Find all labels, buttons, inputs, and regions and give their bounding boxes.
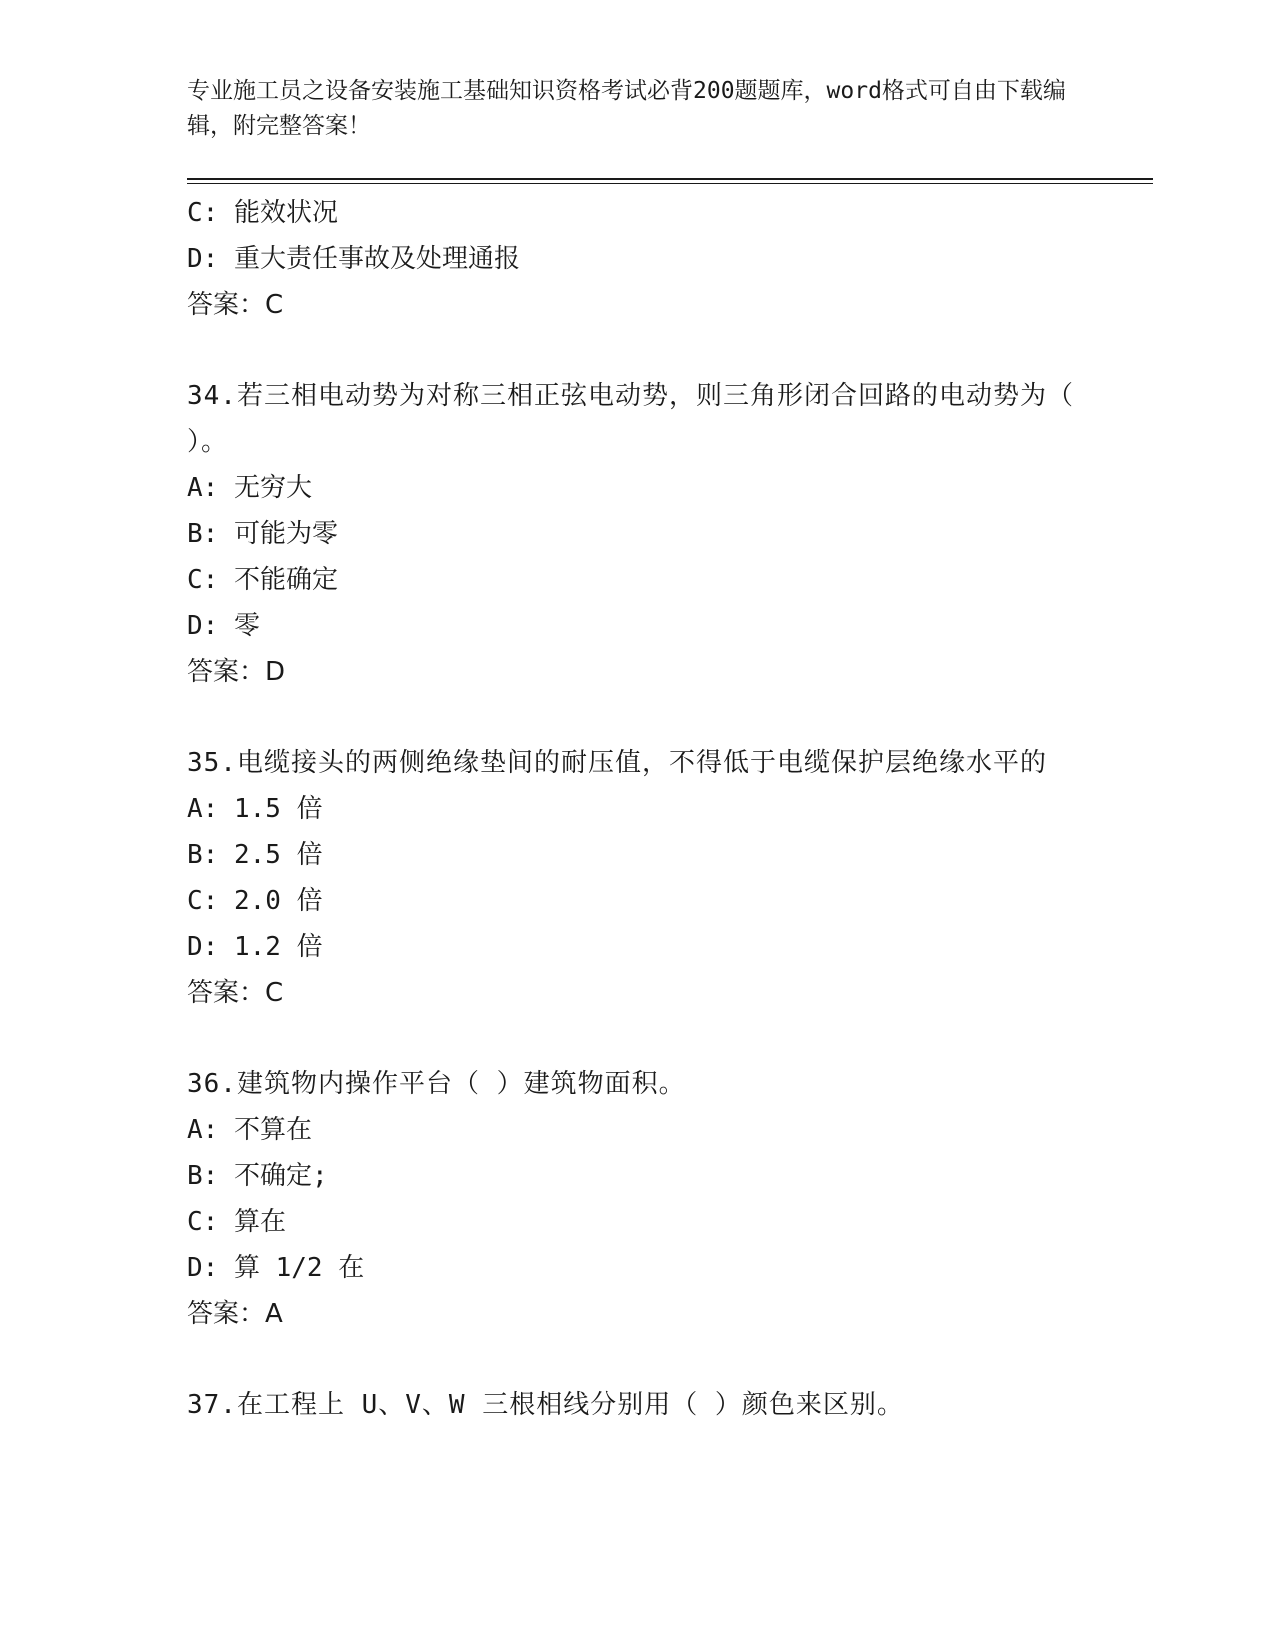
option-c bbox=[187, 190, 1087, 236]
option-label: B: bbox=[187, 519, 219, 549]
option-label: C: bbox=[187, 198, 219, 228]
answer-line: 答案：A bbox=[187, 1299, 283, 1329]
question-text bbox=[187, 1061, 1087, 1107]
option-text: 零 bbox=[233, 611, 260, 641]
option-label: A: bbox=[187, 1115, 219, 1145]
option-c bbox=[187, 878, 1087, 924]
option-label: D: bbox=[187, 611, 219, 641]
page-header: 专业施工员之设备安装施工基础知识资格考试必背200题题库，word格式可自由下载编辑，附完整答案！ bbox=[187, 78, 1066, 139]
option-text: 重大责任事故及处理通报 bbox=[233, 244, 520, 274]
option-d bbox=[187, 603, 1087, 649]
option-label: C: bbox=[187, 1207, 219, 1237]
option-d bbox=[187, 924, 1087, 970]
question-text bbox=[187, 1382, 1087, 1428]
question-number: 35. bbox=[187, 748, 237, 778]
question-text bbox=[187, 373, 1087, 465]
question-body: 建筑物内操作平台（ ）建筑物面积。 bbox=[236, 1069, 686, 1099]
question-number: 37. bbox=[187, 1390, 237, 1420]
question-text bbox=[187, 740, 1087, 786]
option-text: 能效状况 bbox=[233, 198, 338, 228]
question-34 bbox=[187, 373, 1087, 695]
option-label: A: bbox=[187, 794, 219, 824]
question-37 bbox=[187, 1382, 1087, 1428]
option-label: B: bbox=[187, 840, 219, 870]
option-text: 2.0 倍 bbox=[233, 886, 323, 916]
option-c bbox=[187, 557, 1087, 603]
question-35 bbox=[187, 740, 1087, 1016]
option-b bbox=[187, 832, 1087, 878]
question-body: 若三相电动势为对称三相正弦电动势，则三角形闭合回路的电动势为（ ）。 bbox=[187, 381, 1074, 457]
header-rule-thin bbox=[187, 183, 1153, 184]
option-text: 不算在 bbox=[233, 1115, 312, 1145]
answer-line: 答案：D bbox=[187, 657, 286, 687]
option-label: A: bbox=[187, 473, 219, 503]
answer-line: 答案：C bbox=[187, 290, 284, 320]
option-a bbox=[187, 786, 1087, 832]
option-text: 2.5 倍 bbox=[233, 840, 323, 870]
answer-line: 答案：C bbox=[187, 978, 284, 1008]
question-36 bbox=[187, 1061, 1087, 1337]
option-text: 无穷大 bbox=[233, 473, 312, 503]
question-number: 36. bbox=[187, 1069, 237, 1099]
option-b bbox=[187, 1153, 1087, 1199]
option-d bbox=[187, 1245, 1087, 1291]
question-body: 在工程上 U、V、W 三根相线分别用（ ）颜色来区别。 bbox=[236, 1390, 904, 1420]
question-number: 34. bbox=[187, 381, 237, 411]
option-label: B: bbox=[187, 1161, 219, 1191]
option-text: 不能确定 bbox=[233, 565, 338, 595]
question-33-tail bbox=[187, 190, 1087, 328]
option-label: D: bbox=[187, 932, 219, 962]
option-text: 1.2 倍 bbox=[233, 932, 323, 962]
option-label: D: bbox=[187, 244, 219, 274]
option-a bbox=[187, 465, 1087, 511]
option-text: 算 1/2 在 bbox=[233, 1253, 365, 1283]
header-rule-thick bbox=[187, 178, 1153, 180]
option-text: 1.5 倍 bbox=[233, 794, 323, 824]
option-a bbox=[187, 1107, 1087, 1153]
option-label: D: bbox=[187, 1253, 219, 1283]
option-text: 可能为零 bbox=[233, 519, 338, 549]
option-text: 算在 bbox=[233, 1207, 286, 1237]
question-list bbox=[187, 190, 1087, 1428]
option-d bbox=[187, 236, 1087, 282]
option-b bbox=[187, 511, 1087, 557]
option-c bbox=[187, 1199, 1087, 1245]
option-label: C: bbox=[187, 886, 219, 916]
option-label: C: bbox=[187, 565, 219, 595]
question-body: 电缆接头的两侧绝缘垫间的耐压值，不得低于电缆保护层绝缘水平的 bbox=[236, 748, 1047, 778]
option-text: 不确定; bbox=[233, 1161, 328, 1191]
